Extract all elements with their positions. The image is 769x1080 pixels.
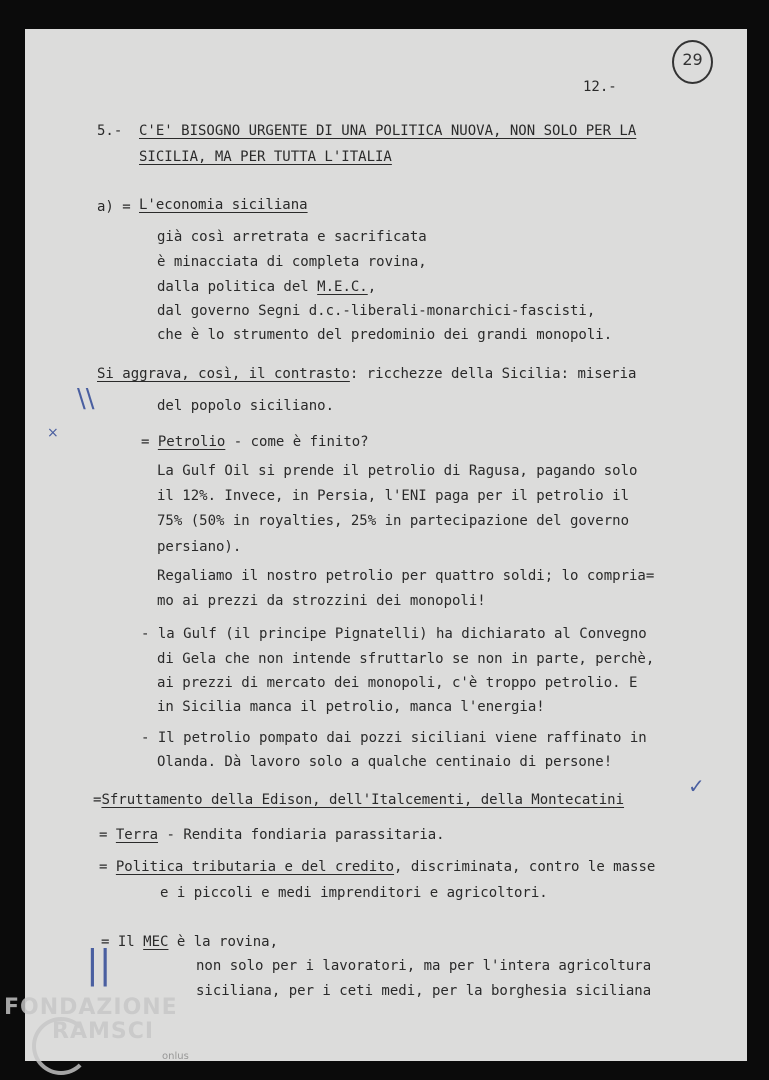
mec-line: = Il MEC è la rovina, (101, 934, 279, 950)
petrolio-para: il 12%. Invece, in Persia, l'ENI paga per il petrolio il (157, 488, 630, 504)
petrolio-para: Regaliamo il nostro petrolio per quattro soldi; lo compria= (157, 568, 655, 584)
heading-line2: SICILIA, MA PER TUTTA L'ITALIA (139, 149, 392, 165)
petrolio-bullet: - la Gulf (il principe Pignatelli) ha dichiarato al Convegno (141, 626, 647, 642)
page-number: 12.- (583, 79, 617, 95)
stamp-number: 29 (682, 50, 703, 69)
handwritten-cross-mark: × (47, 425, 59, 441)
terra-line: = Terra - Rendita fondiaria parassitaria. (99, 827, 445, 843)
sfruttamento-line: =Sfruttamento della Edison, dell'Italcementi, della Montecatini (93, 792, 625, 808)
petrolio-heading: = Petrolio - come è finito? (141, 434, 369, 450)
heading-line1: C'E' BISOGNO URGENTE DI UNA POLITICA NUOVA, NON SOLO PER LA (139, 123, 637, 139)
contrast-line2: del popolo siciliano. (157, 398, 335, 414)
politica-line2: e i piccoli e medi imprenditori e agricoltori. (160, 885, 548, 901)
handwritten-check-mark: ✓ (688, 774, 705, 798)
politica-line: = Politica tributaria e del credito, discriminata, contro le masse (99, 859, 656, 875)
section-a-line: che è lo strumento del predominio dei grandi monopoli. (157, 327, 613, 343)
petrolio-para: La Gulf Oil si prende il petrolio di Ragusa, pagando solo (157, 463, 638, 479)
petrolio-bullet: Olanda. Dà lavoro solo a qualche centinaio di persone! (157, 754, 613, 770)
handwritten-double-bar: || (86, 942, 112, 986)
page-stamp (672, 40, 713, 84)
section-a-title: L'economia siciliana (139, 197, 308, 213)
section-a-label: a) = (97, 199, 131, 215)
handwritten-double-bar: \\ (77, 384, 95, 414)
petrolio-bullet: ai prezzi di mercato dei monopoli, c'è troppo petrolio. E (157, 675, 638, 691)
heading-number: 5.- (97, 123, 123, 139)
section-a-line: già così arretrata e sacrificata (157, 229, 427, 245)
mec-line: siciliana, per i ceti medi, per la borghesia siciliana (196, 983, 652, 999)
fondazione-gramsci-logo: FONDAZIONE RAMSCI onlus (4, 995, 178, 1020)
section-a-line: dalla politica del M.E.C., (157, 279, 377, 295)
petrolio-bullet: - Il petrolio pompato dai pozzi siciliani viene raffinato in (141, 730, 647, 746)
contrast-line: Si aggrava, così, il contrasto: ricchezze della Sicilia: miseria (97, 366, 637, 382)
document-page (25, 29, 747, 1061)
petrolio-bullet: in Sicilia manca il petrolio, manca l'energia! (157, 699, 545, 715)
mec-line: non solo per i lavoratori, ma per l'intera agricoltura (196, 958, 652, 974)
petrolio-para: persiano). (157, 539, 242, 555)
petrolio-bullet: di Gela che non intende sfruttarlo se non in parte, perchè, (157, 651, 655, 667)
petrolio-para: 75% (50% in royalties, 25% in partecipazione del governo (157, 513, 630, 529)
section-a-line: dal governo Segni d.c.-liberali-monarchici-fascisti, (157, 303, 596, 319)
petrolio-para: mo ai prezzi da strozzini dei monopoli! (157, 593, 486, 609)
section-a-line: è minacciata di completa rovina, (157, 254, 427, 270)
mec-abbrev: M.E.C. (317, 279, 368, 295)
